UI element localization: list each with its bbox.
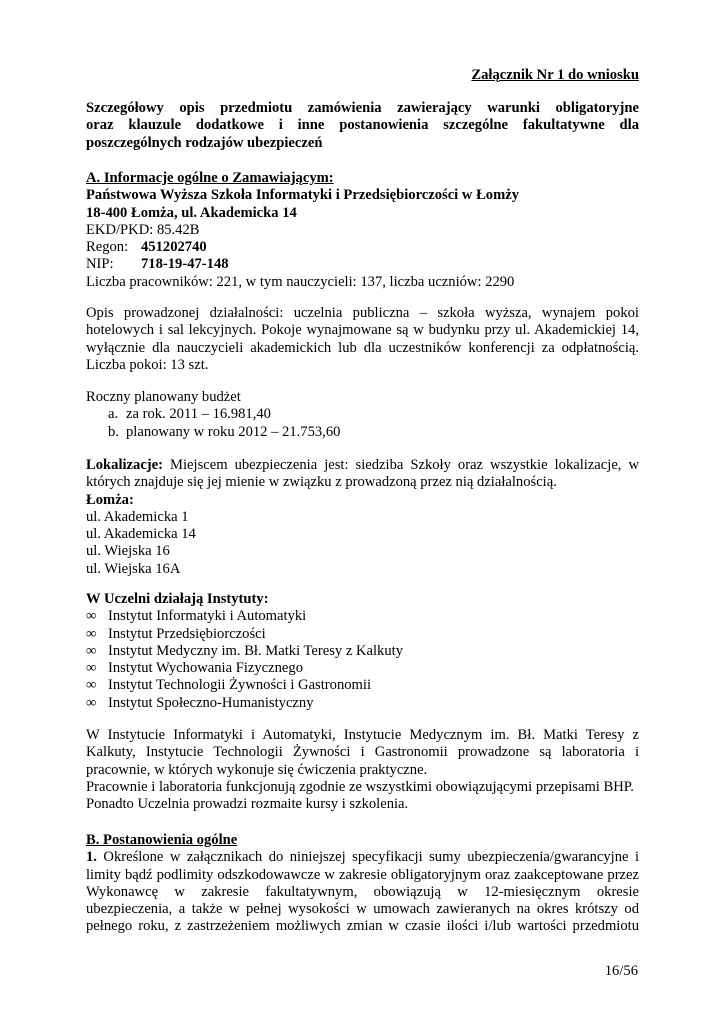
infinity-bullet-icon: ∞ [86, 608, 97, 625]
locations-section: Lokalizacje: Miejscem ubezpieczenia jest: siedziba Szkoły oraz wszystkie lokalizacje, w których znajduje się jej mienie w związku z prowadzoną przez nią działalnością. Łomża: ul. Akademicka 1 ul. Akademicka 14 ul. Wiejska 16 ul. Wiejska 16A [86, 457, 639, 577]
budget-heading: Roczny planowany budżet [86, 389, 241, 405]
attachment-label: Załącznik Nr 1 do wniosku [471, 67, 639, 83]
page-number: 16/56 [604, 963, 638, 979]
section-a [86, 170, 639, 291]
section-b-heading: B. Postanowienia ogólne [86, 832, 238, 848]
institute-item: ∞ Instytut Technologii Żywności i Gastronomii [86, 677, 371, 694]
institutes-heading: W Uczelni działają Instytuty: [86, 591, 269, 607]
institution-address: 18-400 Łomża, ul. Akademicka 14 [86, 204, 297, 221]
address-item: ul. Akademicka 1 [86, 508, 189, 525]
budget-item: a. za rok. 2011 – 16.981,40 [108, 406, 271, 423]
labs-paragraph: W Instytucie Informatyki i Automatyki, Instytucie Medycznym im. Bł. Matki Teresy z Kalkuty, Instytucie Technologii Żywności i Gastronomii prowadzone są laboratoria i pracownie, w których wykonuje się ćwiczenia praktyczne. Pracownie i laboratoria funkcjonują zgodnie ze wszystkimi obowiązującymi przepisami BHP. Ponadto Uczelnia prowadzi rozmaite kursy i szkolenia. [86, 727, 639, 813]
regon-value: 451202740 [141, 239, 207, 256]
institution-name: Państwowa Wyższa Szkoła Informatyki i Przedsiębiorczości w Łomży [86, 187, 520, 204]
institute-item: ∞ Instytut Medyczny im. Bł. Matki Teresy z Kalkuty [86, 642, 403, 659]
nip-value: 718-19-47-148 [141, 256, 229, 273]
document-title: Szczegółowy opis przedmiotu zamówienia zawierający warunki obligatoryjne oraz klauzule dodatkowe i inne postanowienia szczególne fakultatywne dla poszczególnych rodzajów ubezpieczeń [86, 100, 639, 151]
institute-item: ∞ Instytut Informatyki i Automatyki [86, 608, 307, 625]
infinity-bullet-icon: ∞ [86, 677, 97, 694]
budget-section [86, 389, 639, 441]
employees-count: Liczba pracowników: 221, w tym nauczycieli: 137, liczba uczniów: 2290 [86, 273, 515, 290]
section-b: B. Postanowienia ogólne 1. Określone w załącznikach do niniejszej specyfikacji sumy ubezpieczenia/gwarancyjne i limity bądź podlimity odszkodowawcze w zakresie obligatoryjnym oraz zaakceptowane przez Wykonawcę w zakresie fakultatywnym, obowiązują w 12-miesięcznym okresie ubezpieczenia, a także w pełnej wysokości w umowach zawieranych na okres krótszy od pełnego roku, z zastrzeżeniem możliwych zmian w czasie ilości i/lub wartości przedmiotu [86, 832, 639, 935]
infinity-bullet-icon: ∞ [86, 660, 97, 677]
institute-item: ∞ Instytut Przedsiębiorczości [86, 625, 266, 642]
infinity-bullet-icon: ∞ [86, 642, 97, 659]
address-item: ul. Akademicka 14 [86, 526, 196, 543]
address-item: ul. Wiejska 16A [86, 560, 181, 577]
section-a-heading: A. Informacje ogólne o Zamawiającym: [86, 170, 334, 186]
budget-item: b. planowany w roku 2012 – 21.753,60 [108, 423, 341, 440]
clause-number: 1. [86, 849, 97, 866]
infinity-bullet-icon: ∞ [86, 694, 97, 711]
address-item: ul. Wiejska 16 [86, 543, 170, 560]
regon-line: Regon: 451202740 [86, 239, 207, 256]
institutes-section [86, 591, 639, 712]
locations-label: Lokalizacje: [86, 457, 164, 473]
infinity-bullet-icon: ∞ [86, 625, 97, 642]
activity-description: Opis prowadzonej działalności: uczelnia publiczna – szkoła wyższa, wynajem pokoi hotelowych i sal lekcyjnych. Pokoje wynajmowane są w budynku przy ul. Akademickiej 14, wyłącznie dla nauczycieli akademickich lub dla uczestników konferencji za odpłatnością. Liczba pokoi: 13 szt. [86, 305, 639, 373]
nip-line: NIP: 718-19-47-148 [86, 256, 229, 273]
city-label: Łomża: [86, 491, 134, 508]
institute-item: ∞ Instytut Społeczno-Humanistyczny [86, 694, 314, 711]
institute-item: ∞ Instytut Wychowania Fizycznego [86, 660, 304, 677]
ekd-code: EKD/PKD: 85.42B [86, 221, 200, 238]
